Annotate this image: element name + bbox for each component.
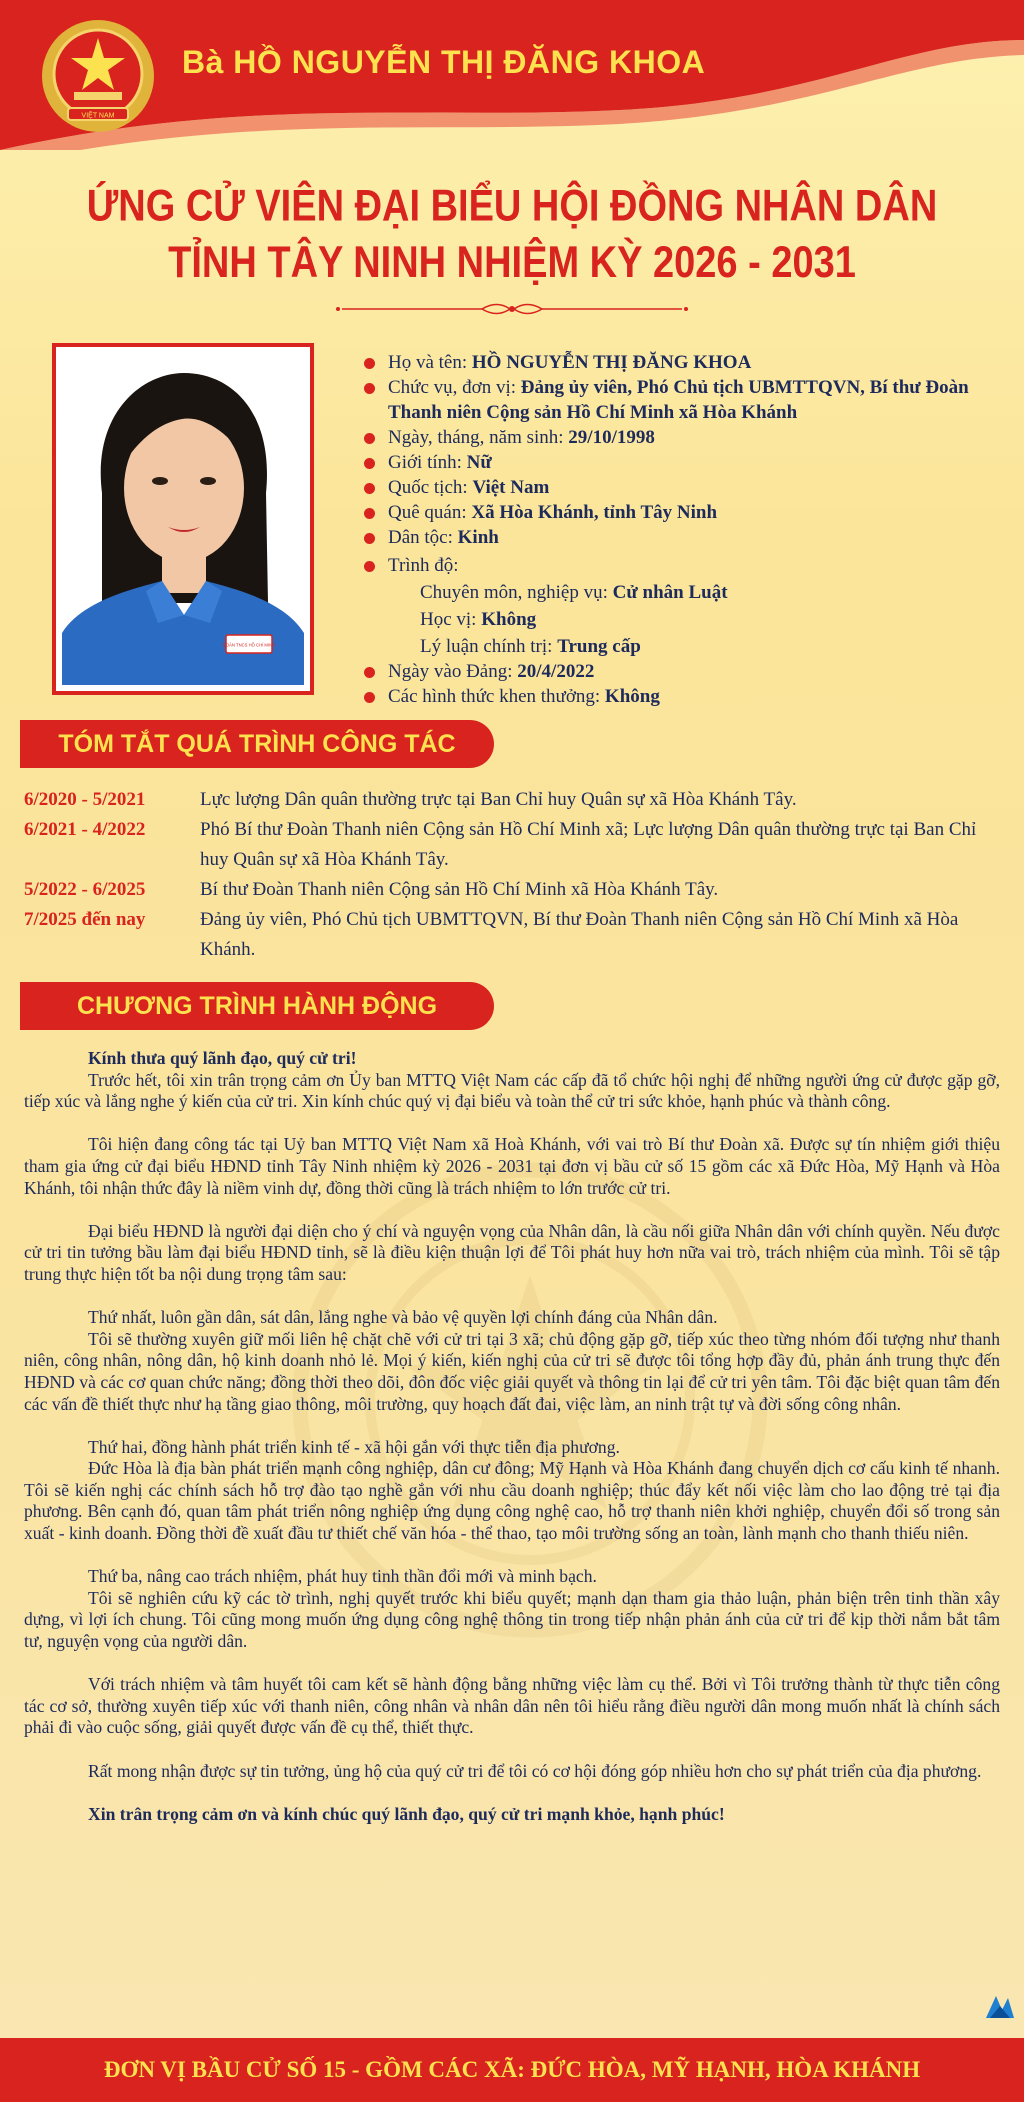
info-label: Giới tính: xyxy=(388,452,467,473)
bullet-icon xyxy=(364,533,375,544)
info-value: Xã Hòa Khánh, tỉnh Tây Ninh xyxy=(471,502,718,523)
info-row-education xyxy=(360,553,1010,578)
info-label: Họ và tên: xyxy=(388,352,472,373)
timeline-row xyxy=(24,815,1004,875)
program-paragraph: Tôi sẽ thường xuyên giữ mối liên hệ chặt chẽ với cử tri tại 3 xã; chủ động gặp gỡ, tiếp xúc theo từng nhóm đối tượng như thanh niên, công nhân, nông dân, hộ kinh doanh nhỏ lẻ. Mọi ý kiến, kiến nghị của cử tri sẽ được tôi tổng hợp đầy đủ, phản ánh trung thực đến HĐND và các cơ quan chức năng; đồng thời theo dõi, đôn đốc việc giải quyết và thông tin lại để cử tri yên tâm. Tôi đặc biệt quan tâm đến các vấn đề thiết thực như hạ tầng giao thông, môi trường, quy hoạch đất đai, việc làm, an ninh trật tự và đời sống công nhân. xyxy=(24,1328,1000,1414)
info-value: HỒ NGUYỄN THỊ ĐĂNG KHOA xyxy=(471,352,752,373)
info-row xyxy=(360,350,1010,375)
info-row xyxy=(360,525,1010,550)
info-row xyxy=(360,475,1010,500)
info-row xyxy=(360,425,1010,450)
program-section-heading: CHƯƠNG TRÌNH HÀNH ĐỘNG xyxy=(20,982,494,1030)
bullet-icon xyxy=(364,358,375,369)
info-value: Nữ xyxy=(466,452,492,473)
timeline-row xyxy=(24,875,1004,905)
candidate-photo-frame xyxy=(52,343,314,695)
youth-union-badge-text: ĐOÀN TNCS HỒ CHÍ MINH xyxy=(222,642,276,648)
page-title xyxy=(0,178,1024,291)
timeline-period: 6/2021 - 4/2022 xyxy=(24,819,146,840)
bullet-icon xyxy=(364,483,375,494)
program-paragraph: Tôi sẽ nghiên cứu kỹ các tờ trình, nghị quyết trước khi biểu quyết; mạnh dạn tham gia thảo luận, phản biện trên tinh thần xây dựng, vì lợi ích chung. Tôi cũng mong muốn ứng dụng công nghệ thông tin trong tiếp nhận phản ánh của cử tri để kịp thời nắm bắt tâm tư, nguyện vọng của người dân. xyxy=(24,1587,1000,1652)
education-sub-row xyxy=(360,607,1010,632)
info-label: Quê quán: xyxy=(388,502,472,523)
info-label: Các hình thức khen thưởng: xyxy=(388,686,605,707)
career-timeline xyxy=(24,785,1004,965)
ornament-divider-icon xyxy=(332,298,692,320)
bullet-icon xyxy=(364,692,375,703)
info-label: Quốc tịch: xyxy=(388,477,473,498)
title-line-1: ỨNG CỬ VIÊN ĐẠI BIỂU HỘI ĐỒNG NHÂN DÂN xyxy=(86,181,938,232)
timeline-period: 7/2025 đến nay xyxy=(24,909,146,930)
program-paragraph: Đại biểu HĐND là người đại diện cho ý chí và nguyện vọng của Nhân dân, là cầu nối giữa Nhân dân với chính quyền. Nếu được cử tri tin tưởng bầu làm đại biểu HĐND tỉnh, sẽ là điều kiện thuận lợi để Tôi phát huy hơn nữa vai trò, trách nhiệm của mình. Tôi sẽ tập trung thực hiện tốt ba nội dung trọng tâm sau: xyxy=(24,1220,1000,1284)
info-label: Chuyên môn, nghiệp vụ: xyxy=(420,582,613,603)
action-program-text xyxy=(24,1048,1000,1825)
timeline-description: Lực lượng Dân quân thường trực tại Ban Chỉ huy Quân sự xã Hòa Khánh Tây. xyxy=(200,789,797,810)
program-paragraph: Trước hết, tôi xin trân trọng cảm ơn Ủy ban MTTQ Việt Nam các cấp đã tổ chức hội nghị để những người ứng cử được gặp gỡ, tiếp xúc và lắng nghe ý kiến của cử tri. Xin kính chúc quý vị đại biểu và toàn thể cử tri sức khỏe, hạnh phúc và thành công. xyxy=(24,1069,1000,1112)
program-greeting: Kính thưa quý lãnh đạo, quý cử tri! xyxy=(88,1048,357,1068)
career-section-heading: TÓM TẮT QUÁ TRÌNH CÔNG TÁC xyxy=(20,720,494,768)
program-point-heading: Thứ nhất, luôn gần dân, sát dân, lắng nghe và bảo vệ quyền lợi chính đáng của Nhân dân. xyxy=(88,1307,718,1328)
bullet-icon xyxy=(364,508,375,519)
info-value: Đảng ủy viên, Phó Chủ tịch UBMTTQVN, Bí thư Đoàn Thanh niên Cộng sản Hồ Chí Minh xã Hòa Khánh xyxy=(388,377,969,423)
info-row xyxy=(360,659,1010,684)
info-row xyxy=(360,450,1010,475)
info-value: Không xyxy=(604,686,660,707)
candidate-portrait xyxy=(62,353,304,685)
info-value: Kinh xyxy=(457,527,499,548)
info-label: Trình độ: xyxy=(388,555,459,576)
info-label: Chức vụ, đơn vị: xyxy=(388,377,521,398)
timeline-row xyxy=(24,905,1004,965)
timeline-description: Phó Bí thư Đoàn Thanh niên Cộng sản Hồ Chí Minh xã; Lực lượng Dân quân thường trực tại Ban Chỉ huy Quân sự xã Hòa Khánh Tây. xyxy=(200,819,977,870)
info-value: Cử nhân Luật xyxy=(612,582,728,603)
info-row xyxy=(360,684,1010,709)
bullet-icon xyxy=(364,458,375,469)
info-label: Học vị: xyxy=(420,609,482,630)
info-label: Ngày, tháng, năm sinh: xyxy=(388,427,569,448)
info-row xyxy=(360,500,1010,525)
program-closing: Xin trân trọng cảm ơn và kính chúc quý lãnh đạo, quý cử tri mạnh khỏe, hạnh phúc! xyxy=(88,1803,725,1824)
publisher-logo-icon xyxy=(982,1988,1018,2024)
bullet-icon xyxy=(364,433,375,444)
timeline-period: 5/2022 - 6/2025 xyxy=(24,879,146,900)
emblem-text: VIỆT NAM xyxy=(81,112,115,120)
candidate-header-name: Bà HỒ NGUYỄN THỊ ĐĂNG KHOA xyxy=(182,44,706,80)
program-paragraph: Rất mong nhận được sự tin tưởng, ủng hộ của quý cử tri để tôi có cơ hội đóng góp nhiều hơn cho sự phát triển của địa phương. xyxy=(88,1760,982,1781)
info-label: Ngày vào Đảng: xyxy=(388,661,518,682)
education-sub-row xyxy=(360,634,1010,659)
title-line-2: TỈNH TÂY NINH NHIỆM KỲ 2026 - 2031 xyxy=(168,238,856,288)
bullet-icon xyxy=(364,383,375,394)
program-paragraph: Đức Hòa là địa bàn phát triển mạnh công nghiệp, dân cư đông; Mỹ Hạnh và Hòa Khánh đang chuyển dịch cơ cấu kinh tế nhanh. Tôi sẽ kiến nghị các chính sách hỗ trợ đào tạo nghề gắn với nhu cầu doanh nghiệp; thúc đẩy kết nối việc làm cho lao động trẻ tại địa phương. Bên cạnh đó, quan tâm phát triển nông nghiệp ứng dụng công nghệ cao, hỗ trợ thanh niên khởi nghiệp, chuyển đổi số trong sản xuất - kinh doanh. Đồng thời đề xuất đầu tư thiết chế văn hóa - thể thao, tạo môi trường sống an toàn, lành mạnh cho thanh thiếu niên. xyxy=(24,1458,1000,1544)
info-row xyxy=(360,375,1010,425)
info-value: 20/4/2022 xyxy=(517,661,595,682)
bullet-icon xyxy=(364,667,375,678)
program-point-heading: Thứ hai, đồng hành phát triển kinh tế - xã hội gắn với thực tiễn địa phương. xyxy=(88,1436,620,1457)
program-point-heading: Thứ ba, nâng cao trách nhiệm, phát huy tinh thần đổi mới và minh bạch. xyxy=(88,1566,597,1587)
program-paragraph: Tôi hiện đang công tác tại Uỷ ban MTTQ Việt Nam xã Hoà Khánh, với vai trò Bí thư Đoàn xã. Được sự tín nhiệm giới thiệu tham gia ứng cử đại biểu HĐND tỉnh Tây Ninh nhiệm kỳ 2026 - 2031 tại đơn vị bầu cử số 15 gồm các xã Đức Hòa, Mỹ Hạnh và Hòa Khánh, tôi nhận thức đây là niềm vinh dự, đồng thời cũng là trách nhiệm to lớn trước cử tri. xyxy=(24,1134,1000,1198)
bullet-icon xyxy=(364,561,375,572)
education-sub-row xyxy=(360,580,1010,605)
profile-info xyxy=(360,350,1010,709)
info-value: Trung cấp xyxy=(557,636,641,657)
info-value: Không xyxy=(481,609,537,630)
footer-electoral-unit: ĐƠN VỊ BẦU CỬ SỐ 15 - GỒM CÁC XÃ: ĐỨC HÒA, MỸ HẠNH, HÒA KHÁNH xyxy=(0,2038,1024,2102)
timeline-description: Đảng ủy viên, Phó Chủ tịch UBMTTQVN, Bí thư Đoàn Thanh niên Cộng sản Hồ Chí Minh xã Hòa Khánh. xyxy=(200,909,959,960)
timeline-description: Bí thư Đoàn Thanh niên Cộng sản Hồ Chí Minh xã Hòa Khánh Tây. xyxy=(200,879,719,900)
info-label: Dân tộc: xyxy=(388,527,458,548)
info-label: Lý luận chính trị: xyxy=(420,636,558,657)
info-value: 29/10/1998 xyxy=(568,427,655,448)
timeline-row xyxy=(24,785,1004,815)
info-value: Việt Nam xyxy=(472,477,550,498)
timeline-period: 6/2020 - 5/2021 xyxy=(24,789,146,810)
national-emblem-icon xyxy=(38,16,158,136)
program-paragraph: Với trách nhiệm và tâm huyết tôi cam kết sẽ hành động bằng những việc làm cụ thể. Bởi vì Tôi trưởng thành từ thực tiễn công tác cơ sở, thường xuyên tiếp xúc với thanh niên, công nhân và nhân dân nên tôi hiểu rằng điều người dân mong muốn nhất là chính sách phải đi vào cuộc sống, giải quyết được vấn đề cụ thể, thiết thực. xyxy=(24,1674,1000,1738)
